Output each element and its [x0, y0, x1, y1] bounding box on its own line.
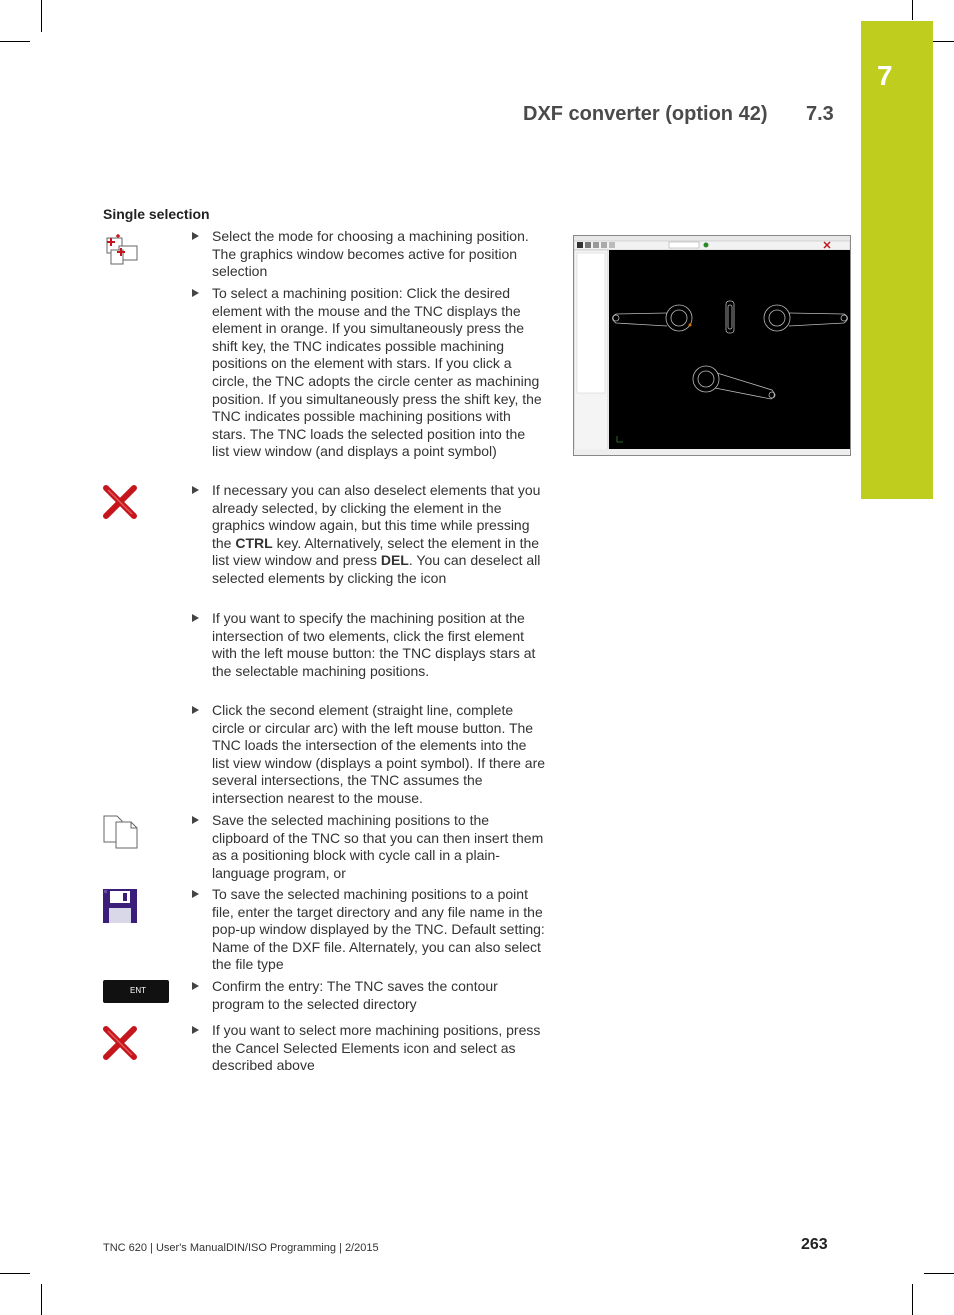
bullet-arrow-icon: [192, 890, 199, 898]
step-text: Confirm the entry: The TNC saves the contour program to the selected directory: [212, 978, 498, 1012]
running-head-title: DXF converter (option 42): [523, 103, 768, 125]
select-positions-icon: [103, 233, 139, 270]
footer-text: TNC 620 | User's ManualDIN/ISO Programming | 2/2015: [103, 1242, 379, 1254]
bullet-arrow-icon: [192, 289, 199, 297]
bullet-arrow-icon: [192, 816, 199, 824]
clipboard-copy-icon: [103, 814, 139, 855]
page-number: 263: [801, 1236, 828, 1253]
bullet-arrow-icon: [192, 982, 199, 990]
bullet-arrow-icon: [192, 232, 199, 240]
bullet-arrow-icon: [192, 486, 199, 494]
list-item: [190, 285, 546, 461]
chapter-tab: [861, 21, 933, 499]
list-item: [190, 482, 546, 588]
list-item: [190, 228, 546, 281]
list-item: [190, 812, 546, 882]
running-head-section: 7.3: [806, 103, 834, 125]
list-item: [190, 886, 546, 974]
cancel-selection-icon: [102, 484, 138, 525]
step-text: If you want to specify the machining position at the intersection of two elements, click the first element with the left mouse button: the TNC displays stars at the selectable machining positions.: [212, 610, 536, 679]
crop-mark: [912, 0, 913, 20]
step-text: To save the selected machining positions to a point file, enter the target directory and any file name in the pop-up window displayed by the TNC. Default setting: Name of the DXF file. Alternately, you can also select the file type: [212, 886, 545, 973]
list-item: [190, 1022, 546, 1075]
ent-key-label: ENT: [130, 986, 146, 995]
ent-key-icon: [103, 980, 169, 1003]
crop-mark: [41, 0, 42, 32]
step-text: Select the mode for choosing a machining position. The graphics window becomes active for position selection: [212, 228, 529, 280]
bullet-arrow-icon: [192, 1026, 199, 1034]
step-text-part: . You can deselect all selected elements by clicking the icon: [212, 552, 541, 586]
step-text: If you want to select more machining positions, press the Cancel Selected Elements icon and select as described above: [212, 1022, 541, 1074]
step-text: Click the second element (straight line, complete circle or circular arc) with the left mouse button. The TNC loads the intersection of the elements into the list view window (displays a point symbol). If there are several intersections, the TNC assumes the intersection nearest to the mouse.: [212, 702, 546, 806]
save-disk-icon: [103, 889, 137, 928]
crop-mark: [912, 1284, 913, 1315]
list-item: [190, 978, 546, 1013]
crop-mark: [924, 1273, 954, 1274]
cancel-selection-icon: [102, 1025, 138, 1066]
crop-mark: [0, 1273, 30, 1274]
step-text-part: key. Alternatively, select the element in the list view window and press: [212, 534, 540, 569]
section-heading: Single selection: [103, 206, 210, 222]
list-item: [190, 702, 546, 808]
step-text: Save the selected machining positions to the clipboard of the TNC so that you can then insert them as a positioning block with cycle call in a plain-language program, or: [212, 812, 544, 881]
ctrl-key: CTRL: [235, 534, 273, 551]
crop-mark: [41, 1284, 42, 1315]
chapter-number: 7: [877, 60, 893, 91]
dxf-converter-screenshot: [573, 235, 851, 456]
crop-mark: [0, 41, 30, 42]
list-item: [190, 610, 546, 680]
step-text: [212, 482, 546, 588]
step-text: To select a machining position: Click the desired element with the mouse and the TNC displays the element in orange. If you simultaneously press the shift key, the TNC indicates possible machining positions on the element with stars. If you click a circle, the TNC adopts the circle center as machining position. If you simultaneously press the shift key, the TNC indicates possible machining positions with stars. The TNC loads the selected position into the list view window (and displays a point symbol): [212, 285, 542, 460]
bullet-arrow-icon: [192, 706, 199, 714]
bullet-arrow-icon: [192, 614, 199, 622]
step-text-part: If necessary you can also deselect elements that you already selected, by clicking the element in the graphics window again, but this time while pressing the: [212, 482, 541, 551]
del-key: DEL: [380, 552, 409, 569]
